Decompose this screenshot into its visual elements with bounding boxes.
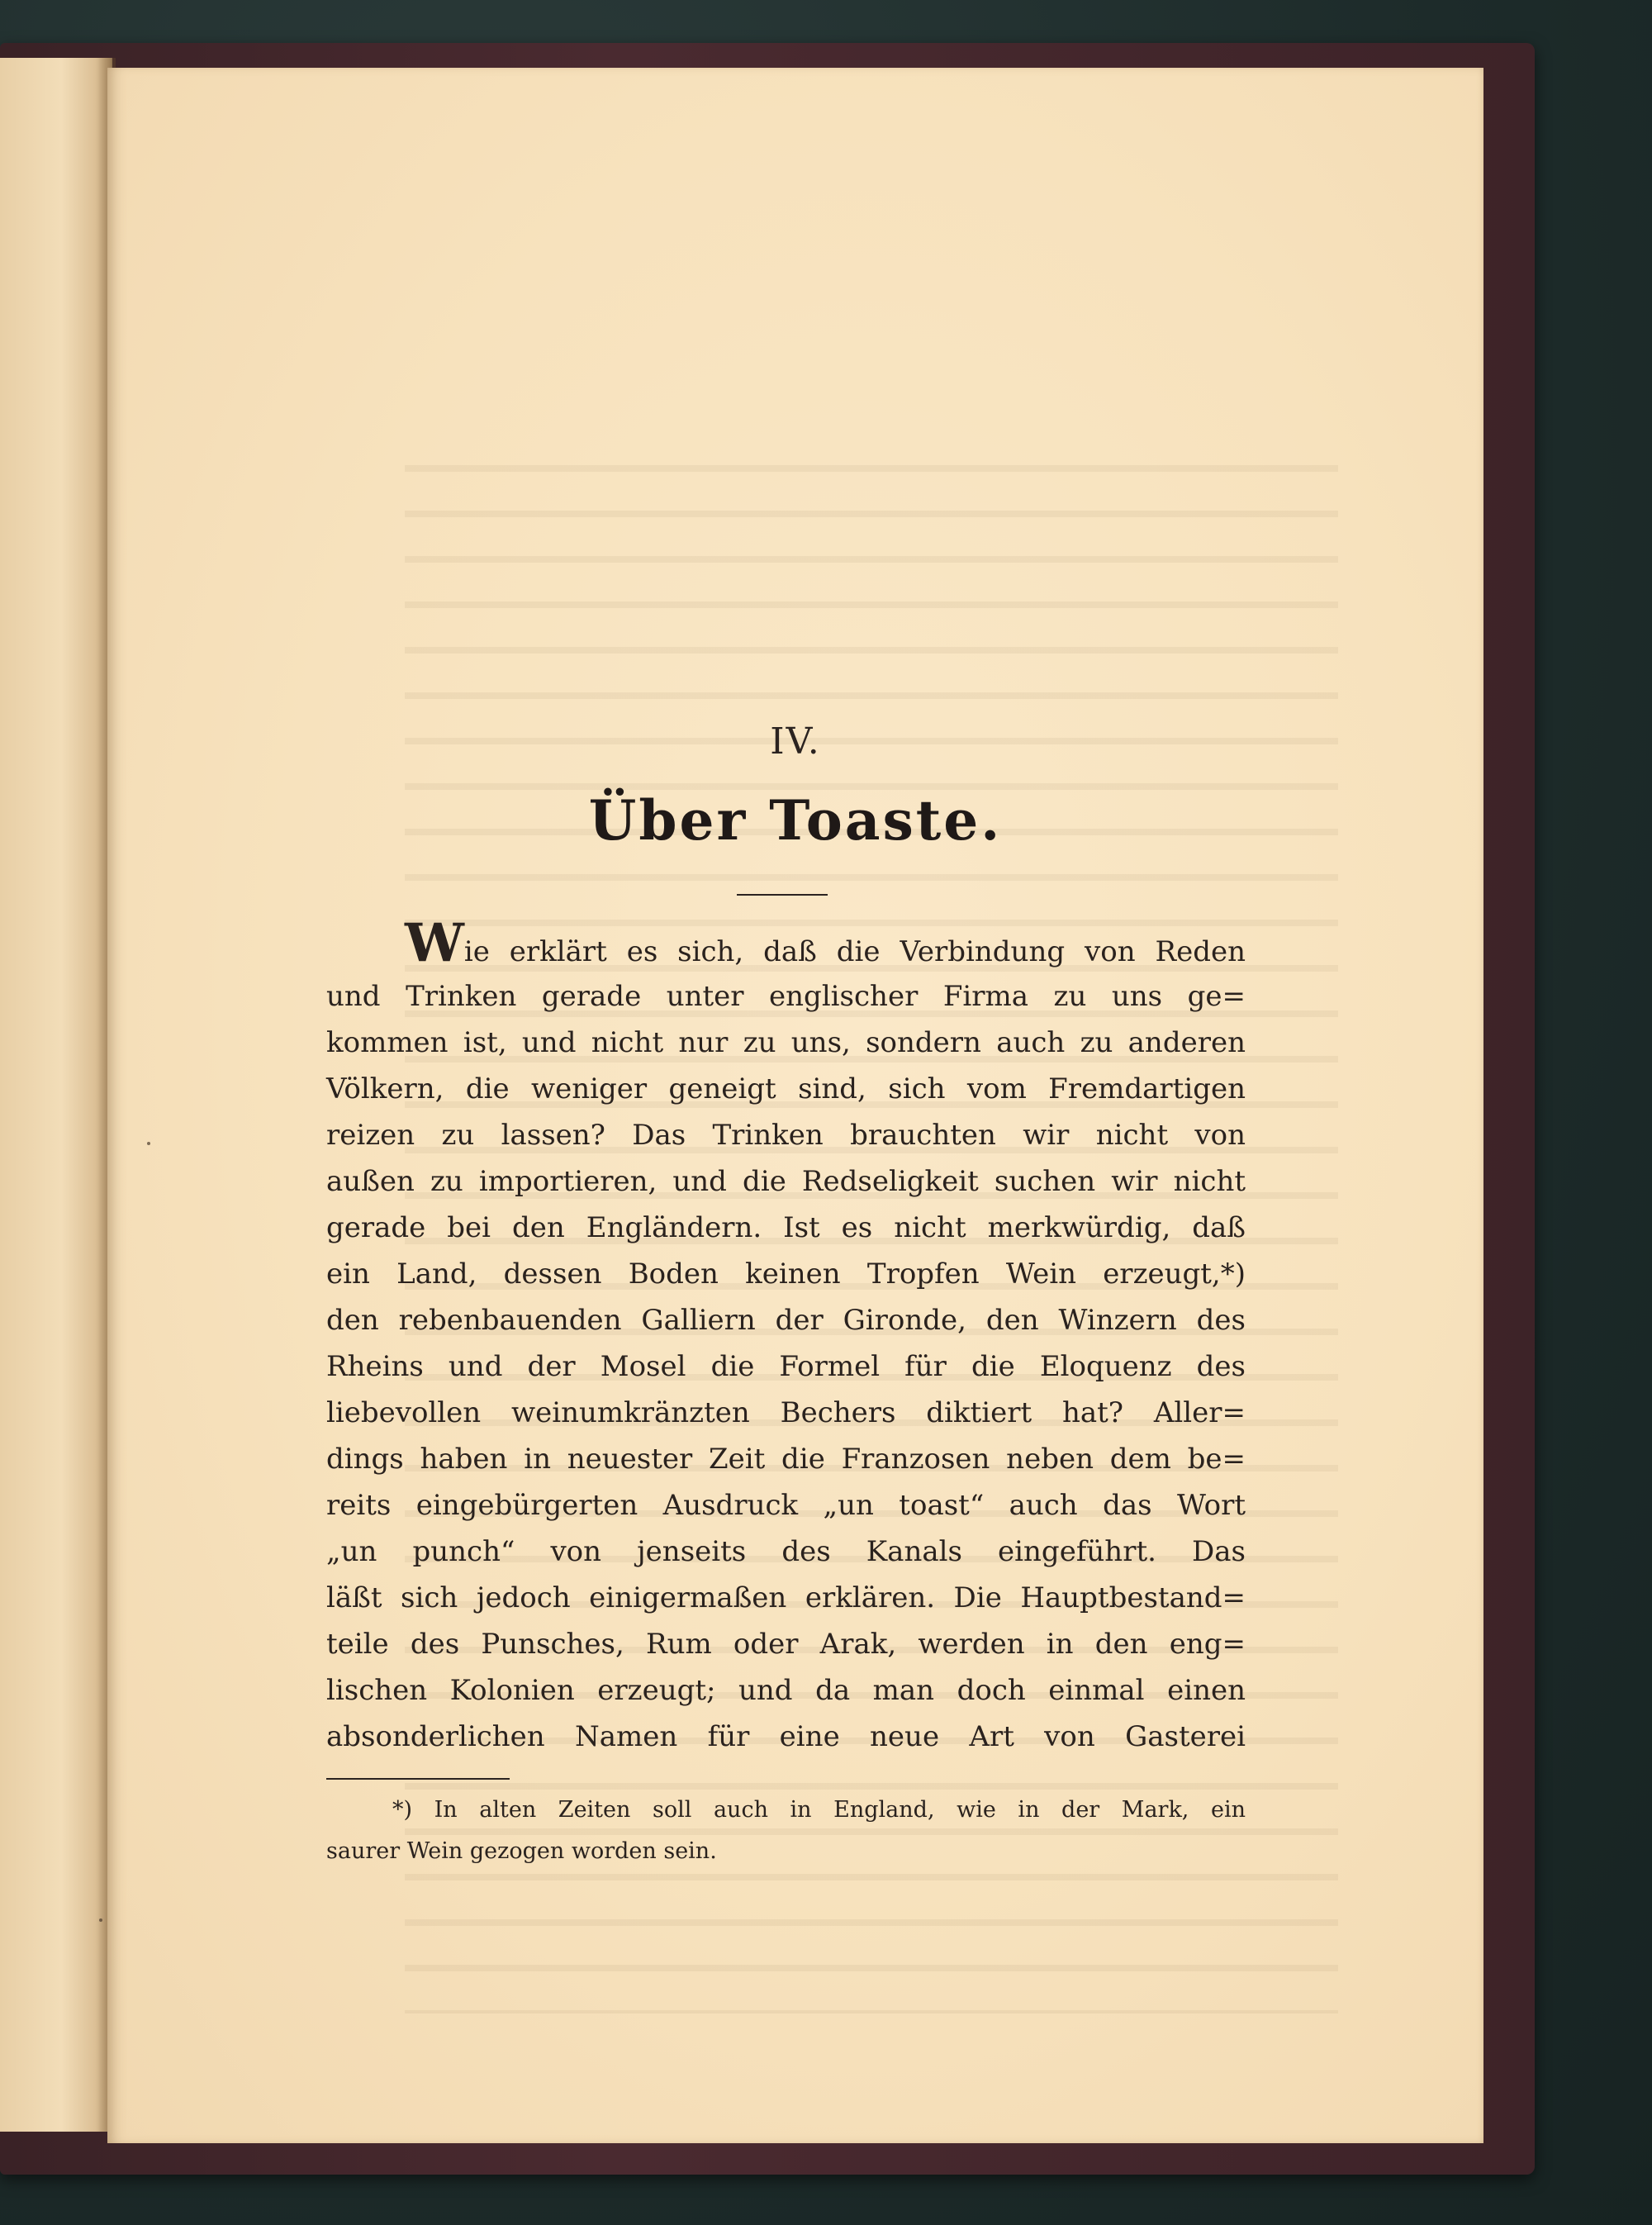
footnote-line: *) In alten Zeiten soll auch in England, wie in der Mark, ein: [392, 1797, 1246, 1823]
body-paragraph: [326, 912, 1246, 1760]
drop-cap: W: [405, 912, 464, 974]
text-line: Wie erklärt es sich, daß die Verbindung von Reden: [405, 912, 1246, 974]
footnote: [326, 1790, 1246, 1872]
footnote-divider: [326, 1778, 510, 1780]
paper-speck: [147, 1142, 150, 1145]
text-line: und Trinken gerade unter englischer Firma zu uns ge=: [326, 980, 1246, 1013]
text-line: den rebenbauenden Galliern der Gironde, den Winzern des: [326, 1304, 1246, 1337]
text-line: läßt sich jedoch einigermaßen erklären. Die Hauptbestand=: [326, 1581, 1246, 1614]
text-line: reits eingebürgerten Ausdruck „un toast“ auch das Wort: [326, 1489, 1246, 1522]
text-line: kommen ist, und nicht nur zu uns, sondern auch zu anderen: [326, 1026, 1246, 1059]
text-line: teile des Punsches, Rum oder Arak, werden in den eng=: [326, 1628, 1246, 1661]
text-line: Rheins und der Mosel die Formel für die Eloquenz des: [326, 1350, 1246, 1383]
footnote-line: saurer Wein gezogen worden sein.: [326, 1838, 717, 1864]
text-line: dings haben in neuester Zeit die Franzosen neben dem be=: [326, 1443, 1246, 1476]
book-page: [107, 68, 1483, 2143]
chapter-title: Über Toaste.: [588, 788, 1003, 853]
chapter-number: IV.: [770, 720, 821, 763]
left-facing-page: [0, 58, 112, 2132]
title-divider: [737, 894, 828, 896]
text-line: reizen zu lassen? Das Trinken brauchten wir nicht von: [326, 1119, 1246, 1152]
text-line: liebevollen weinumkränzten Bechers diktiert hat? Aller=: [326, 1396, 1246, 1429]
paper-speck: [99, 1918, 102, 1922]
text-line: „un punch“ von jenseits des Kanals eingeführt. Das: [326, 1535, 1246, 1568]
text-line: Völkern, die weniger geneigt sind, sich vom Fremdartigen: [326, 1072, 1246, 1105]
text-line: lischen Kolonien erzeugt; und da man doch einmal einen: [326, 1674, 1246, 1707]
text-line: absonderlichen Namen für eine neue Art von Gasterei: [326, 1720, 1246, 1753]
text-line: gerade bei den Engländern. Ist es nicht merkwürdig, daß: [326, 1211, 1246, 1244]
text-line: ein Land, dessen Boden keinen Tropfen Wein erzeugt,*): [326, 1258, 1246, 1291]
text-line: außen zu importieren, und die Redseligkeit suchen wir nicht: [326, 1165, 1246, 1198]
